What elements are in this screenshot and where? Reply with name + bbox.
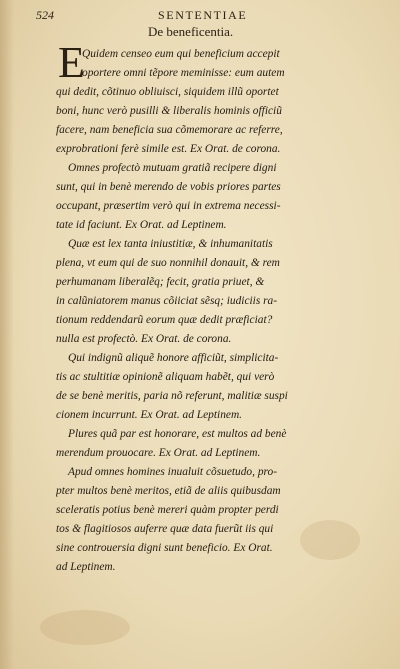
text-line: sine controuersia digni sunt beneficio. Ex Orat. (56, 542, 273, 554)
text-line: Plures quã par est honorare, est multos ad benè (68, 428, 287, 440)
text-line: tate id faciunt. Ex Orat. ad Leptinem. (56, 219, 227, 231)
text-line: Quidem censeo eum qui beneficium accepit (82, 48, 280, 60)
text-line: sceleratis potius benè mereri quàm propter perdi (56, 504, 279, 516)
text-line: in calũniatorem manus cõiiciat sẽsq; iudiciis ra- (56, 295, 278, 307)
text-line: pter multos benè meritos, etiã de aliis quibusdam (56, 485, 281, 497)
text-line: boni, hunc verò pusilli & liberalis hominis officiũ (56, 105, 282, 117)
text-line: plena, vt eum qui de suo nonnihil donauit, & rem (56, 257, 280, 269)
text-line: facere, nam beneficia sua cõmemorare ac referre, (56, 124, 283, 136)
page-gutter-shadow (0, 0, 14, 669)
text-line: tos & flagitiosos auferre quæ data fuerũt iis qui (56, 523, 274, 535)
text-line: nulla est profectò. Ex Orat. de corona. (56, 333, 232, 345)
body-text (56, 38, 378, 577)
text-line: de se benè meritis, paria nõ referunt, malitiæ suspi (56, 390, 288, 402)
running-head: SENTENTIAE (158, 8, 248, 22)
paper-stain (40, 610, 130, 645)
drop-capital: E (58, 38, 85, 87)
text-line: Quæ est lex tanta iniustitiæ, & inhumanitatis (68, 238, 273, 250)
text-line: tis ac stultitiæ opinionẽ aliquam habẽt, qui verò (56, 371, 275, 383)
text-line: exprobrationi ferè simile est. Ex Orat. de corona. (56, 143, 281, 155)
text-line: occupant, præsertim verò qui in extrema necessi- (56, 200, 281, 212)
text-line: Apud omnes homines inualuit cõsuetudo, pro- (68, 466, 278, 478)
text-line: sunt, qui in benè merendo de vobis priores partes (56, 181, 281, 193)
text-line: Qui indignũ aliquẽ honore afficiũt, simplicita- (68, 352, 279, 364)
text-line: tionum reddendarũ eorum quæ dedit præficiat? (56, 314, 273, 326)
text-line: oportere omni tẽpore meminisse: eum autem (82, 67, 285, 79)
text-line: Omnes profectò mutuam gratiã recipere digni (68, 162, 277, 174)
page-number: 524 (36, 8, 54, 22)
text-line: qui dedit, cõtinuo obliuisci, siquidem illũ oportet (56, 86, 279, 98)
text-line: cionem incurrunt. Ex Orat. ad Leptinem. (56, 409, 243, 421)
text-line: merendum prouocare. Ex Orat. ad Leptinem. (56, 447, 261, 459)
text-line: perhumanam liberalẽq; fecit, gratia priuet, & (56, 276, 265, 288)
page-header (36, 8, 376, 22)
section-title: De beneficentia. (148, 24, 234, 39)
text-line: ad Leptinem. (56, 561, 116, 573)
